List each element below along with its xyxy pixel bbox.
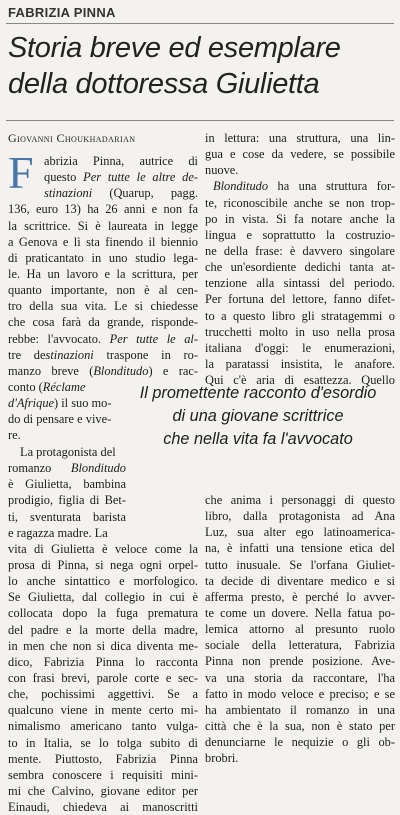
text-line: libro, dalla protagonista ad Ana bbox=[205, 509, 395, 524]
text-line: vita di Giulietta è veloce come la bbox=[8, 541, 198, 556]
text-line: abrizia Pinna, autrice di bbox=[44, 154, 198, 168]
text-line: tre destinazioni traspone in ro- bbox=[8, 347, 198, 362]
text-line: lemica attorno al presunto ruolo bbox=[205, 622, 395, 637]
text-line: tutto inusuale. Se l'orfana Giuliet- bbox=[205, 557, 395, 572]
column-2-continued bbox=[205, 492, 395, 766]
text-line: afferma presto, è perché lo avver- bbox=[205, 589, 395, 604]
text-line: questo Per tutte le altre de- bbox=[44, 170, 198, 185]
text-line: 136, euro 13) ha 26 anni e non fa bbox=[8, 202, 198, 217]
text-line: a Genova e lì sta finendo il biennio bbox=[8, 234, 198, 249]
text-line: to a questo libro gli stratagemmi o bbox=[205, 308, 395, 323]
text-line: La protagonista del bbox=[20, 445, 116, 459]
pull-quote-line-1: Il promettente racconto d'esordio bbox=[139, 384, 377, 402]
text-line: la scrittrice. Si è laureata in legge bbox=[8, 218, 198, 233]
text-line: Qui c'è aria di esattezza. Quello bbox=[205, 373, 395, 388]
text-line: è Giulietta, bambina bbox=[8, 477, 126, 492]
text-line: fatto in modo veloce e preciso; e se bbox=[205, 686, 395, 701]
text-line: romanzo Blonditudo bbox=[8, 461, 126, 476]
text-line: gua e cose da vedere, se possibile bbox=[205, 147, 395, 162]
column-1-continued bbox=[8, 444, 198, 815]
pull-quote bbox=[118, 382, 398, 451]
text-line: Einaudi, chiedeva ai manoscritti bbox=[8, 800, 198, 815]
text-line: mente. Piuttosto, Fabrizia Pinna bbox=[8, 751, 198, 766]
article-title bbox=[8, 30, 394, 102]
text-line: conto (Réclame bbox=[8, 379, 86, 394]
text-line: lo anche sintattico e morfologico. bbox=[8, 574, 198, 589]
text-line: in lettura: una struttura, una lin- bbox=[205, 131, 395, 145]
header-divider bbox=[6, 23, 394, 24]
text-line: to in Italia, se lo tolga subito di bbox=[8, 735, 198, 750]
text-line: la paratassi insistita, le anafore. bbox=[205, 356, 395, 371]
text-line: quanto importante, non è al cen- bbox=[8, 283, 198, 298]
text-line: stinazioni (Quarup, pagg. bbox=[44, 186, 198, 201]
text-line: Luz, sua alter ego latinoamerica- bbox=[205, 525, 395, 540]
text-line: va una storia da raccontare, l'ha bbox=[205, 670, 395, 685]
text-line: do di pensare e vive- bbox=[8, 412, 112, 427]
title-line-1: Storia breve ed esemplare bbox=[8, 32, 341, 64]
text-line: ti, sventurata barista bbox=[8, 509, 126, 524]
text-line: po in vista. Si fa notare anche la bbox=[205, 211, 395, 226]
text-line: rebbe: l'avvocato. Per tutte le al- bbox=[8, 331, 198, 346]
text-line: prosa di Pinna, si nega ogni orpel- bbox=[8, 557, 198, 572]
text-line: tro della sua vita. Le si chiedesse bbox=[8, 299, 198, 314]
text-line: nimalismo americano tanto vulga- bbox=[8, 719, 198, 734]
text-line: del padre e la morte della madre, bbox=[8, 622, 198, 637]
pull-quote-line-2: di una giovane scrittrice bbox=[172, 407, 344, 425]
text-line: che cosa farà da grande, risponde- bbox=[8, 315, 198, 330]
section-header: FABRIZIA PINNA bbox=[8, 5, 116, 20]
text-line: ta decide di diventare medico e si bbox=[205, 573, 395, 588]
text-line: Se Giulietta, dal collegio in cui è bbox=[8, 590, 198, 605]
text-line: che, pochissimi aggettivi. Se a bbox=[8, 687, 198, 702]
text-line: Pinna non prende posizione. Ave- bbox=[205, 654, 395, 669]
text-line: qualcuno viene in mente certo mi- bbox=[8, 703, 198, 718]
text-line: nuove. bbox=[205, 163, 239, 178]
text-line: e ragazza madre. La bbox=[8, 525, 108, 540]
text-line: Per fortuna del lettore, fanno difet- bbox=[205, 292, 395, 307]
text-line: ne della frase: è davvero singolare bbox=[205, 243, 395, 258]
text-line: te, riconoscibile anche se non trop- bbox=[205, 195, 395, 210]
pull-quote-line-3: che nella vita fa l'avvocato bbox=[163, 430, 353, 448]
title-line-2: della dottoressa Giulietta bbox=[8, 68, 320, 100]
text-line: in men che non si dica diventa me- bbox=[8, 638, 198, 653]
text-line: denunciarne le nequizie o gli ob- bbox=[205, 735, 395, 750]
text-line: dico, Fabrizia Pinna lo racconta bbox=[8, 654, 198, 669]
text-line: che anima i personaggi di questo bbox=[205, 493, 395, 507]
text-line: le. Ha un lavoro e la scrittura, per bbox=[8, 266, 198, 281]
text-line: trucchetti molto in uso nella prosa bbox=[205, 324, 395, 339]
text-line: d'Afrique) il suo mo- bbox=[8, 396, 112, 411]
text-line: collocata dopo la fuga prematura bbox=[8, 606, 198, 621]
text-line: città che è la sua, non è stato per bbox=[205, 718, 395, 733]
title-divider bbox=[6, 120, 394, 121]
text-line: sembra conoscere i requisiti mini- bbox=[8, 767, 198, 782]
text-line: manzo breve (Blonditudo) e rac- bbox=[8, 363, 198, 378]
text-line: na, è infatti una tensione etica del bbox=[205, 541, 395, 556]
text-line: mi che Calvino, giovane editor per bbox=[8, 783, 198, 798]
text-line: con frasi brevi, parole corte e sec- bbox=[8, 670, 198, 685]
text-line: ha ambientato il romanzo in una bbox=[205, 702, 395, 717]
text-line: brobri. bbox=[205, 751, 239, 766]
text-line: di praticantato in uno studio lega- bbox=[8, 250, 198, 265]
text-line: sociale della letteratura, Fabrizia bbox=[205, 638, 395, 653]
drop-cap: F bbox=[8, 147, 34, 198]
byline: Giovanni Choukhadarian bbox=[8, 131, 136, 145]
text-line: che un'esordiente dedichi tanta at- bbox=[205, 260, 395, 275]
text-line: re. bbox=[8, 428, 21, 443]
text-line: prodigio, figlia di Bet- bbox=[8, 493, 126, 508]
text-line: Blonditudo ha una struttura for- bbox=[213, 179, 395, 194]
text-line: tenzione alla sintassi del periodo. bbox=[205, 276, 395, 291]
text-line: italiana d'oggi: le enumerazioni, bbox=[205, 340, 395, 355]
text-line: te come un dovere. Nella fatua po- bbox=[205, 605, 395, 620]
column-2 bbox=[205, 130, 395, 388]
text-line: lingua e soprattutto la costruzio- bbox=[205, 227, 395, 242]
